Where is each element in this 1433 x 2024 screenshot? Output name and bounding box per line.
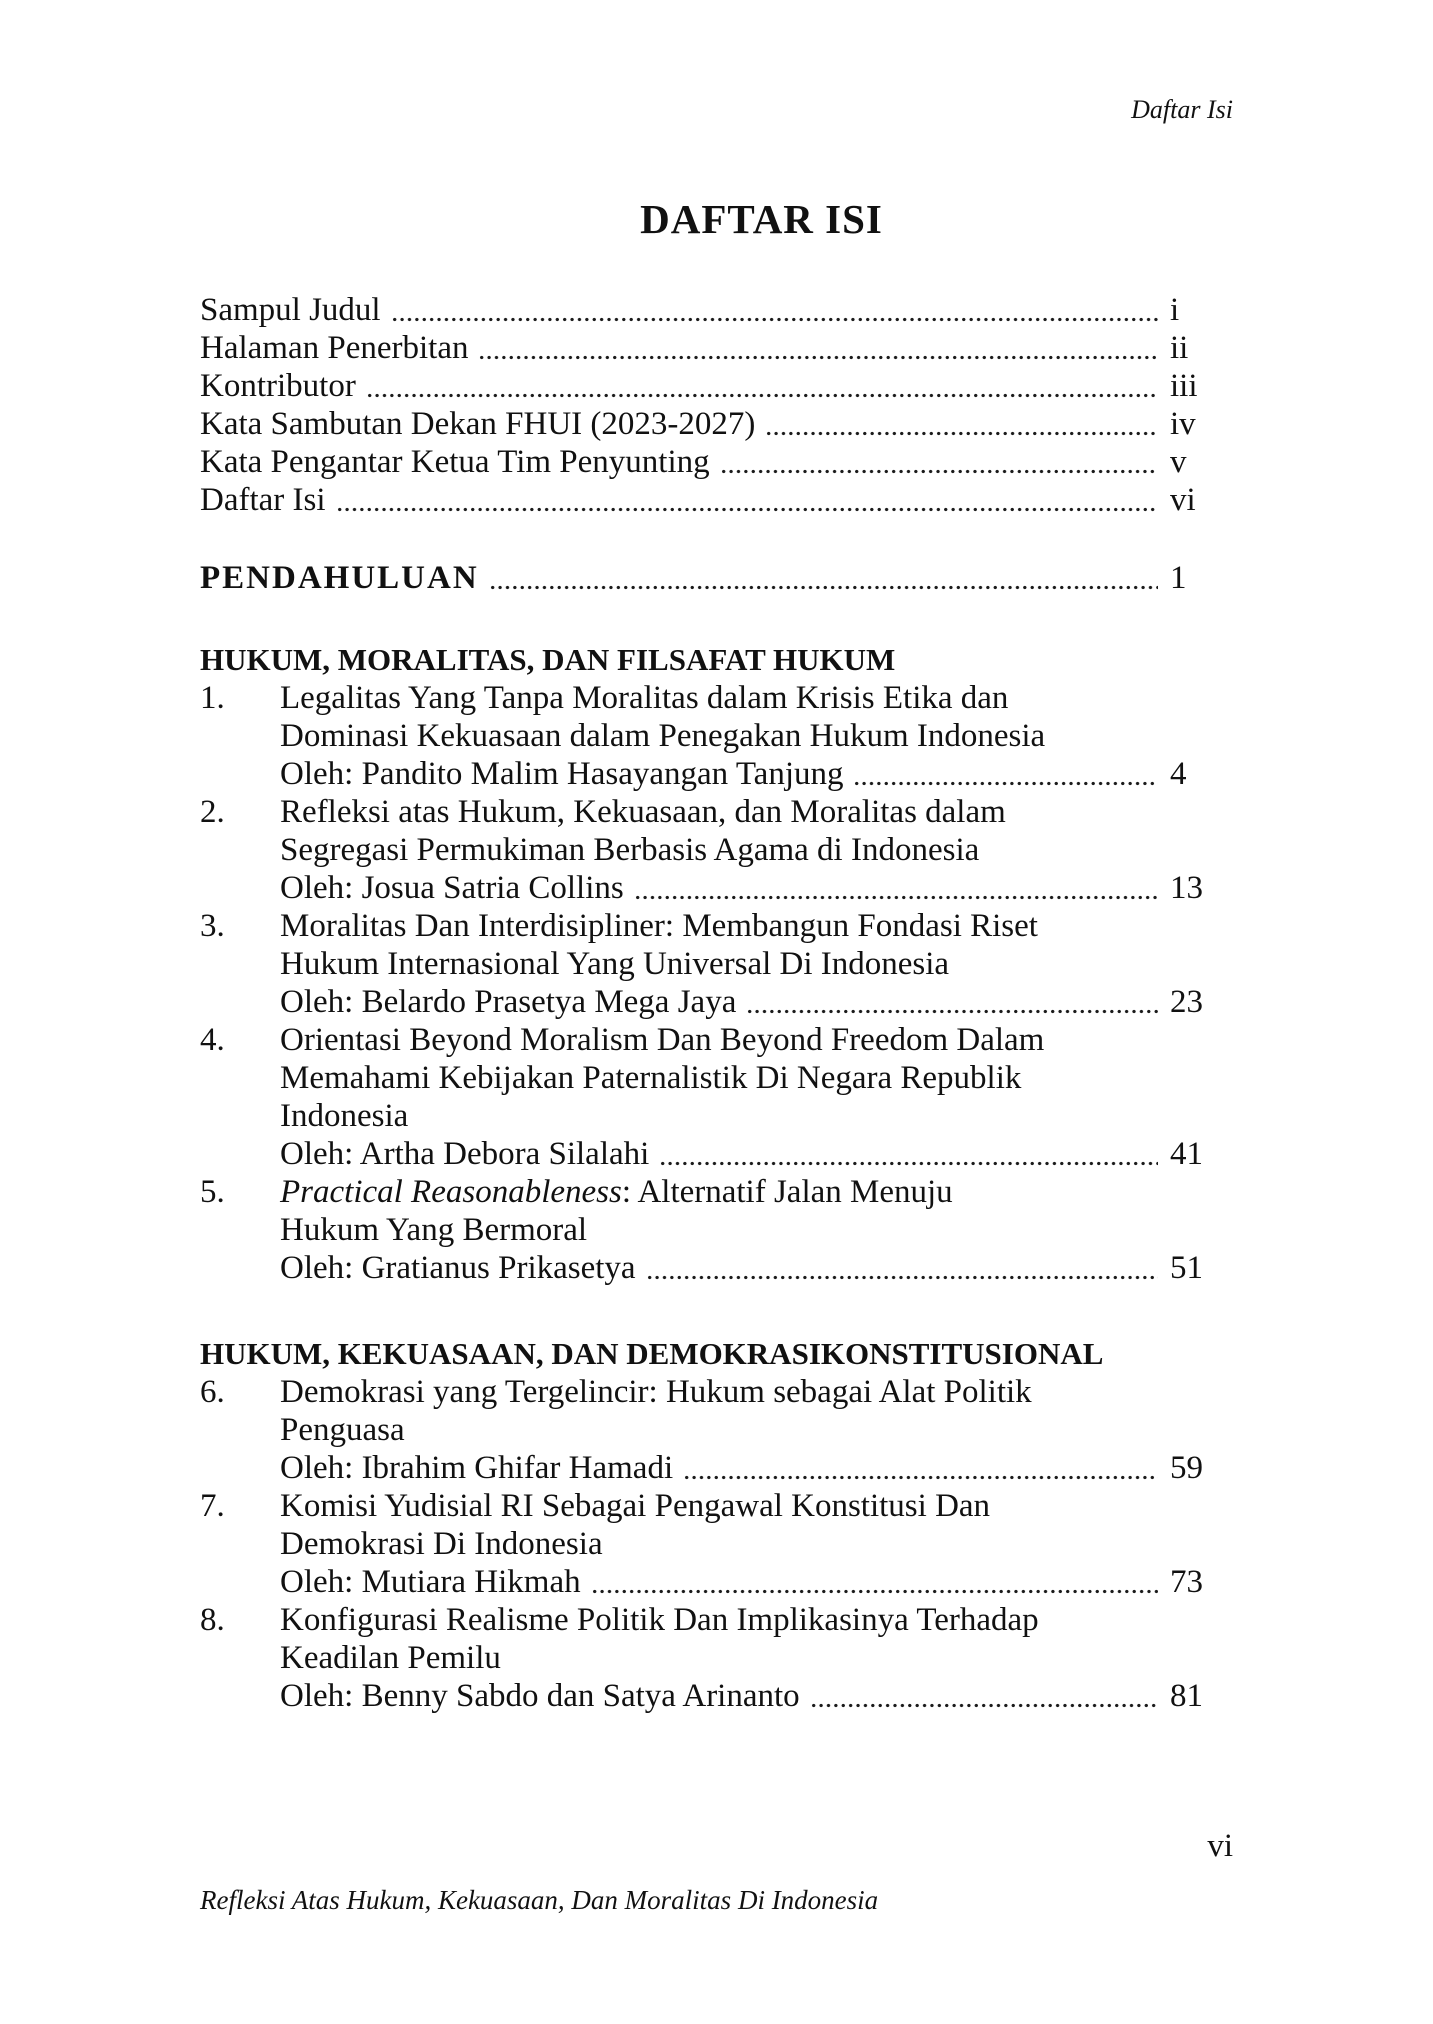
toc-entry-page: iv [1170,406,1196,442]
toc-entry-label: Kontributor [200,368,356,404]
dot-leader [634,869,1158,907]
toc-item-title-line: Legalitas Yang Tanpa Moralitas dalam Krisis Etika dan [280,680,1009,716]
toc-item-body [280,1021,1233,1173]
section-items-2 [200,1373,1233,1715]
toc-item-number: 4. [200,1022,225,1058]
toc-entry-page: 59 [1170,1450,1203,1486]
toc-entry-label: Halaman Penerbitan [200,330,469,366]
dot-leader [853,755,1158,793]
page-title: DAFTAR ISI [640,196,883,242]
front-matter-list [200,291,1233,519]
toc-entry-page: i [1170,292,1180,328]
toc-entry [200,443,1233,481]
toc-item-title-line: Indonesia [280,1098,409,1134]
toc-item-title-line: Hukum Yang Bermoral [280,1212,588,1248]
toc-item [200,1173,1233,1287]
toc-item [200,679,1233,793]
toc-item-author-row [280,983,1233,1021]
toc-entry-label: Oleh: Belardo Prasetya Mega Jaya [280,984,737,1020]
footer-page-number: vi [1207,1828,1233,1864]
toc-item [200,1487,1233,1601]
toc-item-title-line: Hukum Internasional Yang Universal Di Indonesia [280,946,950,982]
dot-leader [720,443,1158,481]
toc-item-number: 3. [200,908,225,944]
toc-entry [200,329,1233,367]
toc-item-title-line: Moralitas Dan Interdisipliner: Membangun Fondasi Riset [280,908,1038,944]
toc-entry-label: Oleh: Mutiara Hikmah [280,1564,581,1600]
dot-leader [683,1449,1158,1487]
toc-entry-page: 1 [1170,560,1187,596]
toc-item-title-line: Konfigurasi Realisme Politik Dan Implikasinya Terhadap [280,1602,1039,1638]
toc-entry-page: 81 [1170,1678,1203,1714]
toc-entry-label: Daftar Isi [200,482,326,518]
running-head: Daftar Isi [1131,95,1233,124]
toc-item [200,1021,1233,1173]
toc-item-title-line: Orientasi Beyond Moralism Dan Beyond Freedom Dalam [280,1022,1045,1058]
toc-entry [200,367,1233,405]
toc-item-title-segment: : Alternatif Jalan Menuju [621,1174,953,1210]
toc-entry-label: Sampul Judul [200,292,381,328]
toc-item-number: 2. [200,794,225,830]
toc-entry-page: 51 [1170,1250,1203,1286]
toc-item-title-line: Demokrasi yang Tergelincir: Hukum sebagai Alat Politik [280,1374,1032,1410]
toc-item [200,1601,1233,1715]
toc-item-title-line [280,1173,1233,1211]
toc-entry-page: 73 [1170,1564,1203,1600]
dot-leader [646,1249,1158,1287]
toc-entry-label: Kata Pengantar Ketua Tim Penyunting [200,444,710,480]
dot-leader [765,405,1158,443]
toc-entry [200,481,1233,519]
toc-item-title-line: Dominasi Kekuasaan dalam Penegakan Hukum Indonesia [280,718,1046,754]
dot-leader [391,291,1158,329]
toc-item-body [280,679,1233,793]
toc-item [200,793,1233,907]
toc-item [200,907,1233,1021]
footer-book-title: Refleksi Atas Hukum, Kekuasaan, Dan Moralitas Di Indonesia [200,1885,879,1915]
toc-entry-label: Oleh: Gratianus Prikasetya [280,1250,636,1286]
dot-leader [478,329,1158,367]
toc-entry-page: v [1170,444,1187,480]
toc-item [200,1373,1233,1487]
toc-item-body [280,1173,1233,1287]
section-heading-hukum-kekuasaan: HUKUM, KEKUASAAN, DAN DEMOKRASIKONSTITUSIONAL [200,1336,1104,1371]
toc-item-body [280,1487,1233,1601]
dot-leader [336,481,1158,519]
toc-item-title-line: Refleksi atas Hukum, Kekuasaan, dan Moralitas dalam [280,794,1006,830]
toc-entry-page: 4 [1170,756,1187,792]
toc-item-author-row [280,1563,1233,1601]
toc-entry [200,405,1233,443]
toc-item-body [280,793,1233,907]
toc-entry-label: Oleh: Artha Debora Silalahi [280,1136,650,1172]
toc-entry-page: ii [1170,330,1189,366]
dot-leader [489,559,1158,597]
toc-entry [200,291,1233,329]
toc-item-body [280,1601,1233,1715]
toc-entry-page: 23 [1170,984,1203,1020]
toc-item-title-line: Segregasi Permukiman Berbasis Agama di Indonesia [280,832,980,868]
toc-entry-label: PENDAHULUAN [200,560,479,596]
toc-entry-label: Oleh: Josua Satria Collins [280,870,624,906]
toc-entry-label: Oleh: Pandito Malim Hasayangan Tanjung [280,756,844,792]
toc-entry-page: iii [1170,368,1198,404]
toc-content [200,195,1233,1715]
toc-item-body [280,907,1233,1021]
toc-item-author-row [280,755,1233,793]
toc-item-author-row [280,1677,1233,1715]
toc-item-number: 1. [200,680,225,716]
section-items-1 [200,679,1233,1287]
dot-leader [591,1563,1158,1601]
toc-item-body [280,1373,1233,1487]
toc-item-author-row [280,869,1233,907]
toc-entry-pendahuluan [200,559,1233,597]
section-heading-hukum-moralitas: HUKUM, MORALITAS, DAN FILSAFAT HUKUM [200,642,896,677]
dot-leader [366,367,1158,405]
toc-item-title-line: Komisi Yudisial RI Sebagai Pengawal Konstitusi Dan [280,1488,991,1524]
toc-item-author-row [280,1449,1233,1487]
toc-entry-label: Kata Sambutan Dekan FHUI (2023-2027) [200,406,756,442]
toc-item-author-row [280,1135,1233,1173]
dot-leader [746,983,1158,1021]
dot-leader [659,1135,1158,1173]
toc-item-number: 7. [200,1488,225,1524]
toc-entry-page: 41 [1170,1136,1203,1172]
toc-entry-label: Oleh: Benny Sabdo dan Satya Arinanto [280,1678,800,1714]
toc-item-title-line: Penguasa [280,1412,405,1448]
toc-entry-page: vi [1170,482,1196,518]
toc-item-number: 8. [200,1602,225,1638]
toc-entry-label: Oleh: Ibrahim Ghifar Hamadi [280,1450,674,1486]
toc-item-title-line: Demokrasi Di Indonesia [280,1526,603,1562]
toc-item-number: 6. [200,1374,225,1410]
toc-item-author-row [280,1249,1233,1287]
toc-item-title-line: Memahami Kebijakan Paternalistik Di Negara Republik [280,1060,1022,1096]
toc-item-number: 5. [200,1174,225,1210]
dot-leader [810,1677,1158,1715]
toc-entry-page: 13 [1170,870,1203,906]
toc-item-title-line: Keadilan Pemilu [280,1640,501,1676]
toc-item-title-italic-segment: Practical Reasonableness [280,1174,622,1210]
